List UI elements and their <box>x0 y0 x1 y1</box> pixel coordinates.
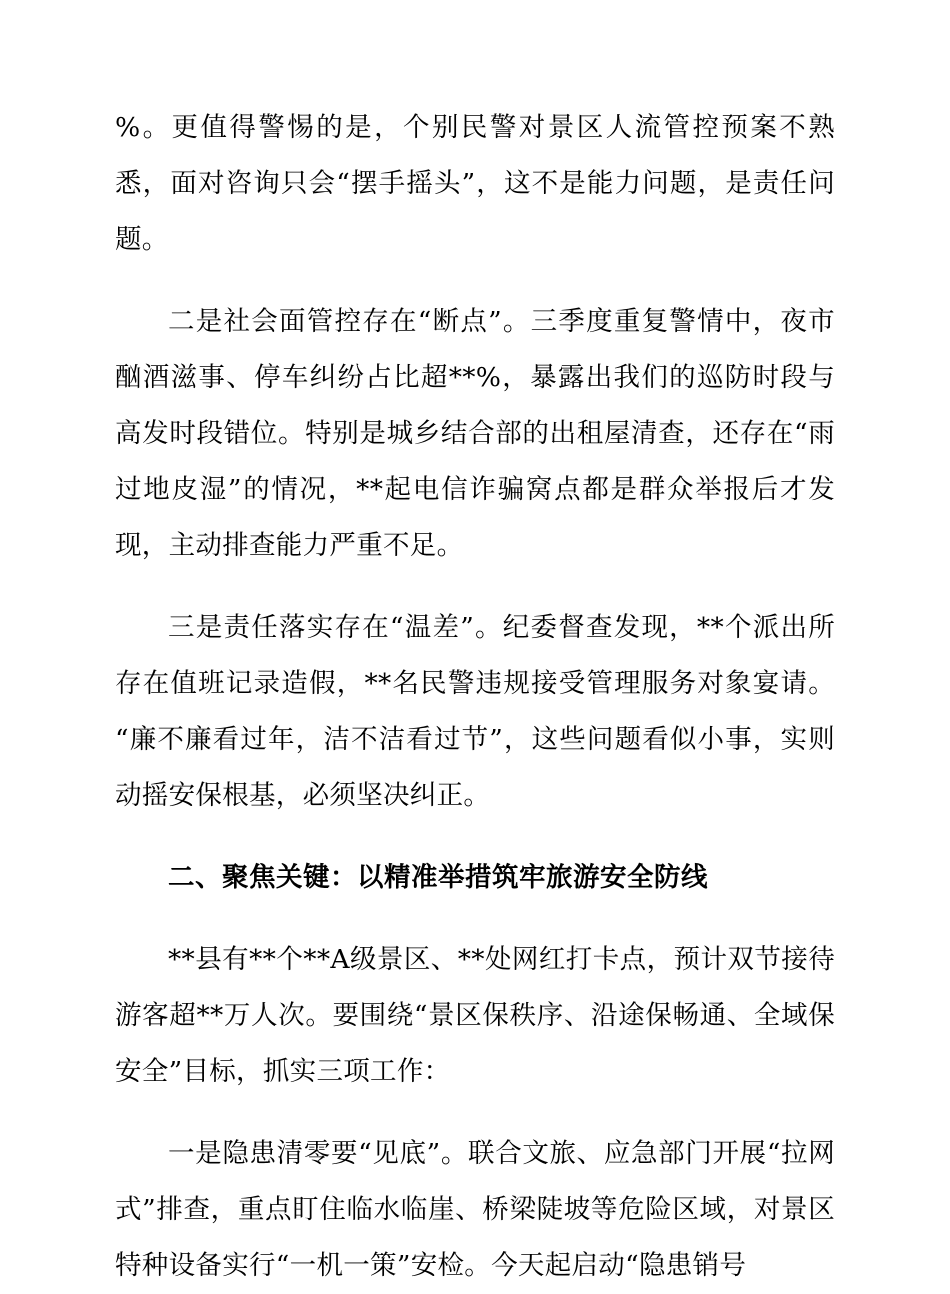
paragraph-1: %。更值得警惕的是，个别民警对景区人流管控预案不熟悉，面对咨询只会“摆手摇头”，这不是能力问题，是责任问题。 <box>115 112 835 255</box>
document-body <box>115 100 835 1294</box>
section-heading-2: 二、聚焦关键：以精准举措筑牢旅游安全防线 <box>168 862 708 893</box>
paragraph-2: 二是社会面管控存在“断点”。三季度重复警情中，夜市酗酒滋事、停车纠纷占比超**%，暴露出我们的巡防时段与高发时段错位。特别是城乡结合部的出租屋清查，还存在“雨过地皮湿”的情况，**起电信诈骗窝点都是群众举报后才发现，主动排查能力严重不足。 <box>115 306 835 561</box>
paragraph-5: 一是隐患清零要“见底”。联合文旅、应急部门开展“拉网式”排查，重点盯住临水临崖、桥梁陡坡等危险区域，对景区特种设备实行“一机一策”安检。今天起启动“隐患销号 <box>115 1138 835 1281</box>
paragraph-4: **县有**个**A级景区、**处网红打卡点，预计双节接待游客超**万人次。要围绕“景区保秩序、沿途保畅通、全域保安全”目标，抓实三项工作： <box>115 944 835 1087</box>
paragraph-3: 三是责任落实存在“温差”。纪委督查发现，**个派出所存在值班记录造假，**名民警违规接受管理服务对象宴请。“廉不廉看过年，洁不洁看过节”，这些问题看似小事，实则动摇安保根基，必须坚决纠正。 <box>115 612 835 811</box>
